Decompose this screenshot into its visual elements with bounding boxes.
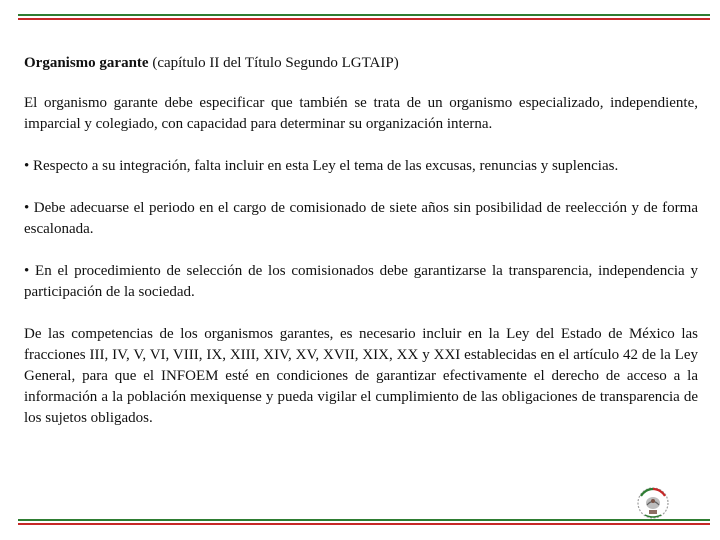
top-flag-stripe [18, 14, 710, 20]
senate-seal-icon [633, 484, 673, 524]
bullet-period: • Debe adecuarse el periodo en el cargo de comisionado de siete años sin posibilidad de reelección y de forma escalonada. [24, 200, 698, 237]
paragraph-competencies: De las competencias de los organismos garantes, es necesario incluir en la Ley del Estado de México las fracciones III, IV, V, VI, VIII, IX, XIII, XIV, XV, XVII, XIX, XX y XXI establecidas en el artículo 42 de la Ley General, para que el INFOEM esté en condiciones de garantizar efectivamente el derecho de acceso a la información a la población mexiquense y pueda vigilar el cumplimiento de las obligaciones de transparencia de los sujetos obligados. [24, 326, 698, 426]
bottom-stripe-red [18, 523, 710, 525]
top-stripe-red [18, 18, 710, 20]
bullet-selection: • En el procedimiento de selección de los comisionados debe garantizarse la transparencia, independencia y participación de la sociedad. [24, 263, 698, 300]
section-heading [24, 53, 698, 74]
paragraph-intro: El organismo garante debe especificar que también se trata de un organismo especializado, independiente, imparcial y colegiado, con capacidad para determinar su organización interna. [24, 95, 698, 132]
heading-bold: Organismo garante [24, 55, 149, 71]
bottom-flag-stripe [18, 519, 710, 525]
senate-seal-graphic [633, 484, 673, 524]
bullet-integration: • Respecto a su integración, falta incluir en esta Ley el tema de las excusas, renuncias y suplencias. [24, 158, 619, 174]
document-body [24, 53, 698, 448]
heading-rest: (capítulo II del Título Segundo LGTAIP) [148, 55, 399, 71]
